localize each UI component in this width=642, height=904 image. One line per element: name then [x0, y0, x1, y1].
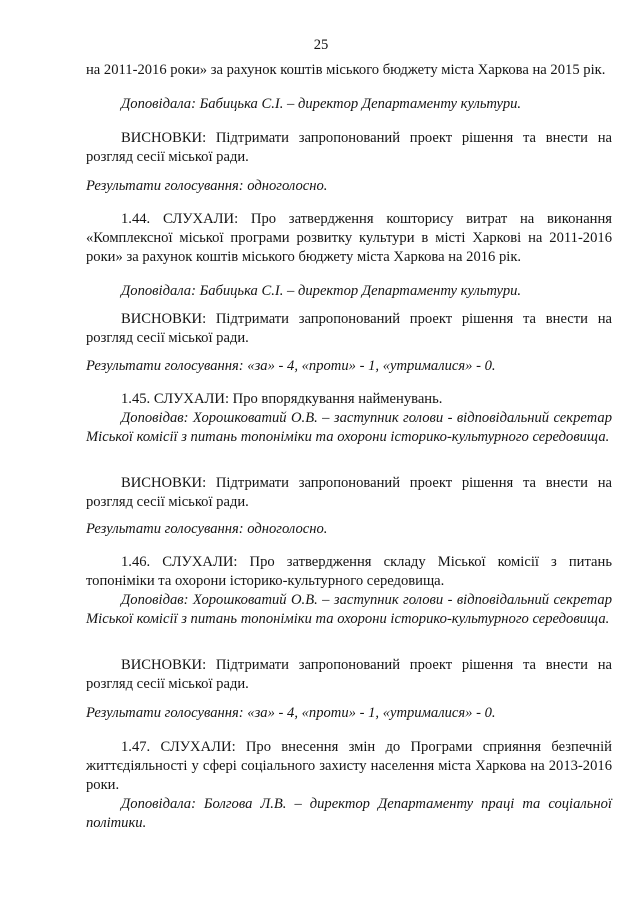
conclusion-paragraph: ВИСНОВКИ: Підтримати запропонований проект рішення та внести на розгляд сесії міської ради.: [86, 475, 612, 510]
conclusion-paragraph: ВИСНОВКИ: Підтримати запропонований проект рішення та внести на розгляд сесії міської ради.: [86, 311, 612, 346]
vote-result: Результати голосування: «за» - 4, «проти» - 1, «утрималися» - 0.: [86, 705, 496, 721]
speaker-line: Доповідала: Болгова Л.В. – директор Департаменту праці та соціальної політики.: [86, 796, 612, 831]
agenda-item-1-47: 1.47. СЛУХАЛИ: Про внесення змін до Програми сприяння безпечній життєдіяльності у сфері соціального захисту населення міста Харкова на 2013-2016 роки.: [86, 739, 612, 793]
speaker-line: Доповідала: Бабицька С.І. – директор Департаменту культури.: [121, 283, 522, 299]
speaker-line: Доповідав: Хорошковатий О.В. – заступник голови - відповідальний секретар Міської комісії з питань топоніміки та охорони історико-культурного середовища.: [86, 410, 612, 445]
agenda-item-1-46: 1.46. СЛУХАЛИ: Про затвердження складу Міської комісії з питань топоніміки та охорони історико-культурного середовища.: [86, 554, 612, 589]
paragraph-continuation: на 2011-2016 роки» за рахунок коштів міського бюджету міста Харкова на 2015 рік.: [86, 62, 606, 78]
conclusion-paragraph: ВИСНОВКИ: Підтримати запропонований проект рішення та внести на розгляд сесії міської ради.: [86, 657, 612, 692]
vote-result: Результати голосування: «за» - 4, «проти» - 1, «утрималися» - 0.: [86, 358, 496, 374]
page-number: 25: [313, 37, 329, 53]
speaker-line: Доповідав: Хорошковатий О.В. – заступник голови - відповідальний секретар Міської комісії з питань топоніміки та охорони історико-культурного середовища.: [86, 592, 612, 627]
agenda-item-1-45: 1.45. СЛУХАЛИ: Про впорядкування найменувань.: [121, 391, 443, 407]
speaker-line: Доповідала: Бабицька С.І. – директор Департаменту культури.: [121, 96, 522, 112]
vote-result: Результати голосування: одноголосно.: [86, 178, 328, 194]
vote-result: Результати голосування: одноголосно.: [86, 521, 328, 537]
conclusion-paragraph: ВИСНОВКИ: Підтримати запропонований проект рішення та внести на розгляд сесії міської ради.: [86, 130, 612, 165]
agenda-item-1-44: 1.44. СЛУХАЛИ: Про затвердження кошторису витрат на виконання «Комплексної міської програми розвитку культури в місті Харкові на 2011-2016 роки» за рахунок коштів міського бюджету міста Харкова на 2016 рік.: [86, 211, 612, 265]
